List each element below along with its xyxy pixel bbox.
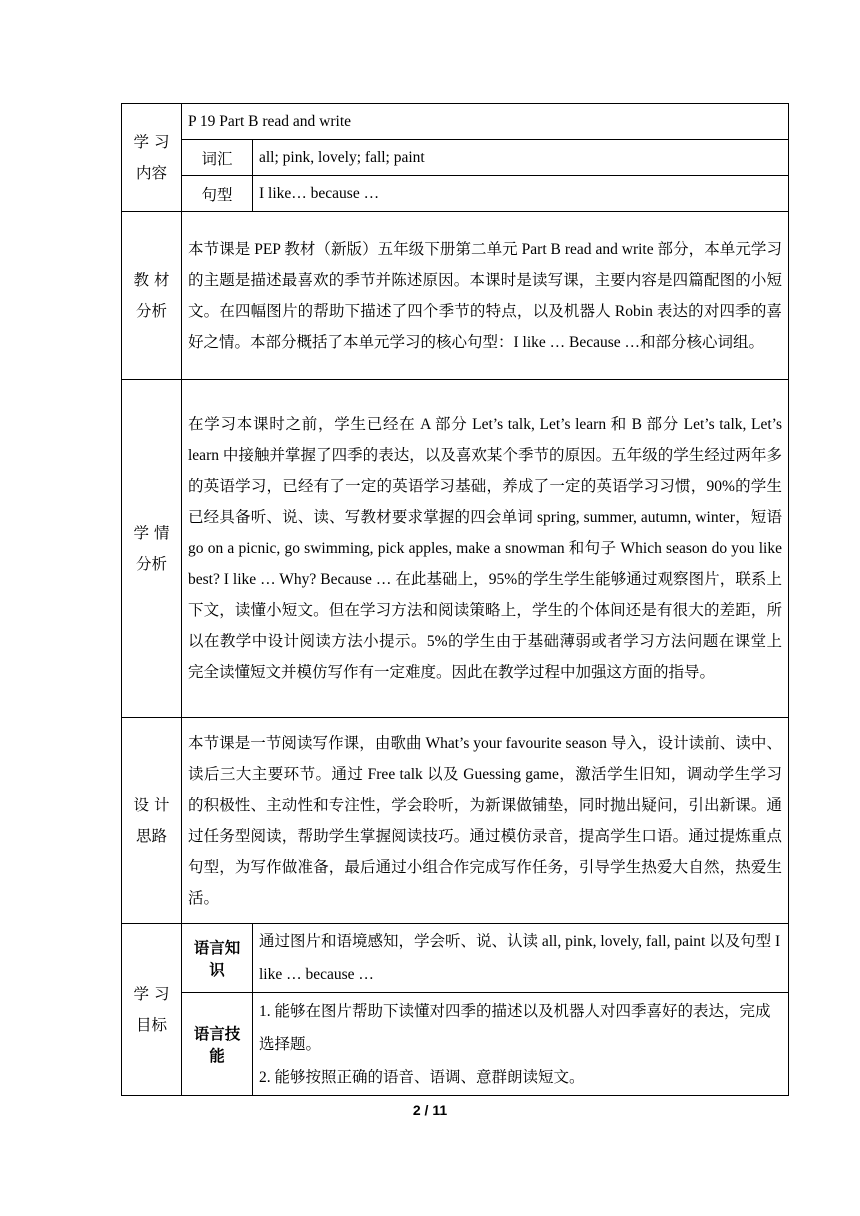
students-row	[122, 380, 789, 718]
material-text: 本节课是 PEP 教材（新版）五年级下册第二单元 Part B read and write 部分，本单元学习的主题是描述最喜欢的季节并陈述原因。本课时是读写课，主要内容是四篇配图的小短文。在四幅图片的帮助下描述了四个季节的特点，以及机器人 Robin 表达的对四季的喜好之情。本部分概括了本单元学习的核心句型：I like … Because …和部分核心词组。	[182, 212, 789, 380]
skills-row	[122, 993, 789, 1096]
content-title-row	[122, 104, 789, 140]
design-header: 设 计 思路	[122, 718, 182, 924]
design-row	[122, 718, 789, 924]
knowledge-label: 语言知识	[182, 924, 253, 993]
knowledge-row	[122, 924, 789, 993]
goals-header: 学 习 目标	[122, 924, 182, 1096]
lesson-plan-table	[121, 103, 789, 1096]
skill-item-1: 1. 能够在图片帮助下读懂对四季的描述以及机器人对四季喜好的表达，完成选择题。	[259, 1002, 771, 1053]
sentence-row	[122, 176, 789, 212]
students-text: 在学习本课时之前，学生已经在 A 部分 Let’s talk, Let’s learn 和 B 部分 Let’s talk, Let’s learn 中接触并掌握了四季的表达，以及喜欢某个季节的原因。五年级的学生经过两年多的英语学习，已经有了一定的英语学习基础，养成了一定的英语学习习惯，90%的学生已经具备听、说、读、写教材要求掌握的四会单词 spring, summer, autumn, winter，短语 go on a picnic, go swimming, pick apples, make a snowman 和句子 Which season do you like best? I like … Why? Because … 在此基础上，95%的学生学生能够通过观察图片，联系上下文，读懂小短文。但在学习方法和阅读策略上，学生的个体间还是有很大的差距，所以在教学中设计阅读方法小提示。5%的学生由于基础薄弱或者学习方法问题在课堂上完全读懂短文并模仿写作有一定难度。因此在教学过程中加强这方面的指导。	[182, 380, 789, 718]
students-header: 学 情 分析	[122, 380, 182, 718]
page-number: 2 / 11	[412, 1102, 448, 1118]
material-row	[122, 212, 789, 380]
vocab-value: all; pink, lovely; fall; paint	[253, 140, 789, 176]
sentence-label: 句型	[182, 176, 253, 212]
skills-label: 语言技能	[182, 993, 253, 1096]
knowledge-text: 通过图片和语境感知，学会听、说、认读 all, pink, lovely, fall, paint 以及句型 I like … because …	[253, 924, 789, 993]
material-header: 教 材 分析	[122, 212, 182, 380]
vocab-row	[122, 140, 789, 176]
content-title: P 19 Part B read and write	[182, 104, 789, 140]
content-header: 学 习 内容	[122, 104, 182, 212]
design-text: 本节课是一节阅读写作课，由歌曲 What’s your favourite season 导入，设计读前、读中、读后三大主要环节。通过 Free talk 以及 Guessing game，激活学生旧知，调动学生学习的积极性、主动性和专注性，学会聆听，为新课做铺垫，同时抛出疑问，引出新课。通过任务型阅读，帮助学生掌握阅读技巧。通过模仿录音，提高学生口语。通过提炼重点句型，为写作做准备，最后通过小组合作完成写作任务，引导学生热爱大自然，热爱生活。	[182, 718, 789, 924]
sentence-value: I like… because …	[253, 176, 789, 212]
skills-cell	[253, 993, 789, 1096]
skill-item-2: 2. 能够按照正确的语音、语调、意群朗读短文。	[259, 1068, 585, 1086]
vocab-label: 词汇	[182, 140, 253, 176]
